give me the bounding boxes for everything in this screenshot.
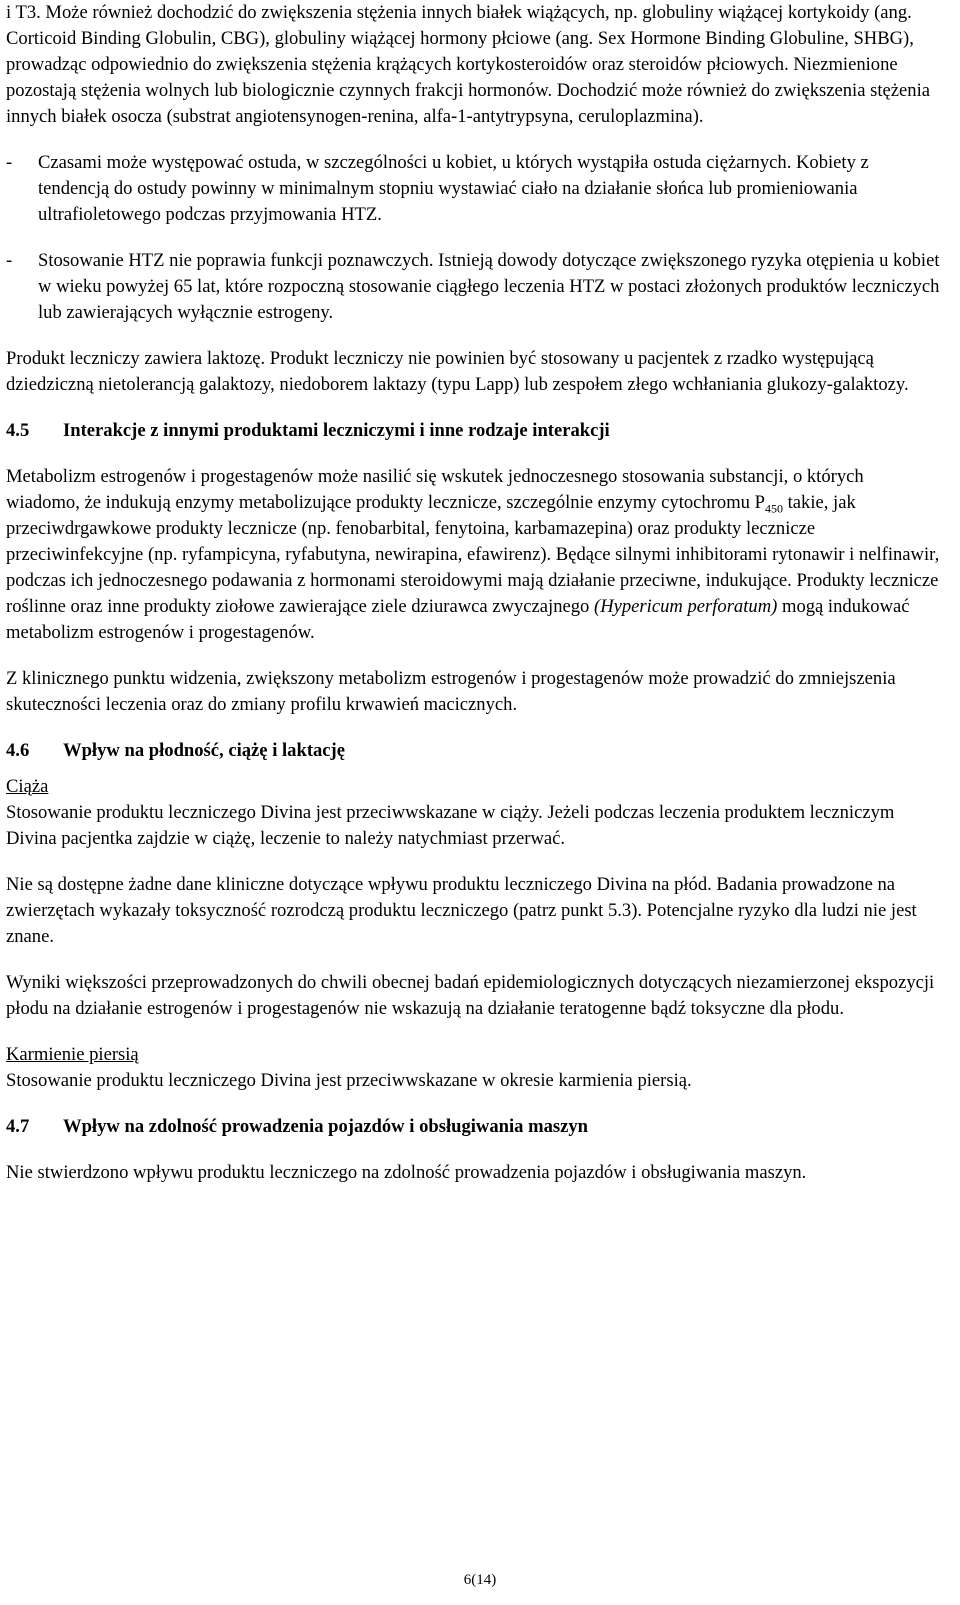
section-number: 4.7	[6, 1116, 30, 1137]
section-title: Wpływ na płodność, ciążę i laktację	[63, 740, 346, 761]
pregnancy-paragraph-2: Nie są dostępne żadne dane kliniczne dotyczące wpływu produktu leczniczego Divina na płód. Badania prowadzone na zwierzętach wykazały toksyczność rozrodczą produktu leczniczego (patrz punkt 5.3). Potencjalne ryzyko dla ludzi nie jest znane.	[6, 874, 917, 947]
page-number: 6(14)	[463, 1572, 497, 1588]
section-heading-4-7	[6, 1114, 942, 1140]
subheading-breastfeeding: Karmienie piersią	[6, 1044, 139, 1065]
bullet-dash: -	[6, 250, 13, 271]
driving-paragraph: Nie stwierdzono wpływu produktu leczniczego na zdolność prowadzenia pojazdów i obsługiwania maszyn.	[6, 1162, 807, 1183]
interactions-text-1: Metabolizm estrogenów i progestagenów może nasilić się wskutek jednoczesnego stosowania substancji, o których wiadomo, że indukują enzymy metabolizujące produkty lecznicze, szczególnie enzymy cytochromu P	[6, 466, 864, 513]
lactose-paragraph: Produkt leczniczy zawiera laktozę. Produkt leczniczy nie powinien być stosowany u pacjentek z rzadko występującą dziedziczną nietolerancją galaktozy, niedoborem laktazy (typu Lapp) lub zespołem złego wchłaniania glukozy-galaktozy.	[6, 348, 909, 395]
section-number: 4.5	[6, 420, 30, 441]
interactions-text-3: mogą indukować metabolizm estrogenów i progestagenów.	[6, 596, 910, 643]
bullet-text: Stosowanie HTZ nie poprawia funkcji poznawczych. Istnieją dowody dotyczące zwiększonego ryzyka otępienia u kobiet w wieku powyżej 65 lat, które rozpoczną stosowanie ciągłego leczenia HTZ w postaci złożonych produktów leczniczych lub zawierających wyłącznie estrogeny.	[38, 250, 940, 323]
bullet-dash: -	[6, 152, 13, 173]
interactions-paragraph	[6, 464, 942, 646]
pregnancy-paragraph-1: Stosowanie produktu leczniczego Divina jest przeciwwskazane w ciąży. Jeżeli podczas leczenia produktem leczniczym Divina pacjentka zajdzie w ciążę, leczenie to należy natychmiast przerwać.	[6, 802, 895, 849]
intro-paragraph: i T3. Może również dochodzić do zwiększenia stężenia innych białek wiążących, np. globuliny wiążącej kortykoidy (ang. Corticoid Binding Globulin, CBG), globuliny wiążącej hormony płciowe (ang. Sex Hormone Binding Globuline, SHBG), prowadząc odpowiednio do zwiększenia stężenia krążących kortykosteroidów oraz steroidów płciowych. Niezmienione pozostają stężenia wolnych lub biologicznie czynnych frakcji hormonów. Dochodzić może również do zwiększenia stężenia innych białek osocza (substrat angiotensynogen-renina, alfa-1-antytrypsyna, ceruloplazmina).	[6, 2, 931, 127]
bullet-item-cognition	[6, 248, 942, 326]
bullet-text: Czasami może występować ostuda, w szczególności u kobiet, u których wystąpiła ostuda ciężarnych. Kobiety z tendencją do ostudy powinny w minimalnym stopniu wystawiać ciało na działanie słońca lub promieniowania ultrafioletowego podczas przyjmowania HTZ.	[38, 152, 869, 225]
section-number: 4.6	[6, 740, 30, 761]
interactions-text-2: takie, jak przeciwdrgawkowe produkty lecznicze (np. fenobarbital, fenytoina, karbamazepina) oraz produkty lecznicze przeciwinfekcyjne (np. ryfampicyna, ryfabutyna, newirapina, efawirenz). Będące silnymi inhibitorami rytonawir i nelfinawir, podczas ich jednoczesnego podawania z hormonami steroidowymi mają działanie przeciwne, indukujące. Produkty lecznicze roślinne oraz inne produkty ziołowe zawierające ziele dziurawca zwyczajnego	[6, 492, 940, 617]
section-title: Wpływ na zdolność prowadzenia pojazdów i obsługiwania maszyn	[63, 1116, 589, 1137]
section-heading-4-6	[6, 738, 942, 764]
document-page	[6, 0, 942, 1186]
breastfeeding-paragraph: Stosowanie produktu leczniczego Divina jest przeciwwskazane w okresie karmienia piersią.	[6, 1070, 692, 1091]
bullet-item-chloasma	[6, 150, 942, 228]
section-heading-4-5	[6, 418, 942, 444]
cyp-subscript: 450	[764, 501, 783, 516]
hypericum-latin-name: (Hypericum perforatum)	[594, 596, 778, 617]
section-title: Interakcje z innymi produktami leczniczymi i inne rodzaje interakcji	[63, 420, 610, 441]
clinical-paragraph: Z klinicznego punktu widzenia, zwiększony metabolizm estrogenów i progestagenów może prowadzić do zmniejszenia skuteczności leczenia oraz do zmiany profilu krwawień macicznych.	[6, 668, 896, 715]
pregnancy-paragraph-3: Wyniki większości przeprowadzonych do chwili obecnej badań epidemiologicznych dotyczących niezamierzonej ekspozycji płodu na działanie estrogenów i progestagenów nie wskazują na działanie teratogenne bądź toksyczne dla płodu.	[6, 972, 935, 1019]
subheading-pregnancy: Ciąża	[6, 776, 49, 797]
